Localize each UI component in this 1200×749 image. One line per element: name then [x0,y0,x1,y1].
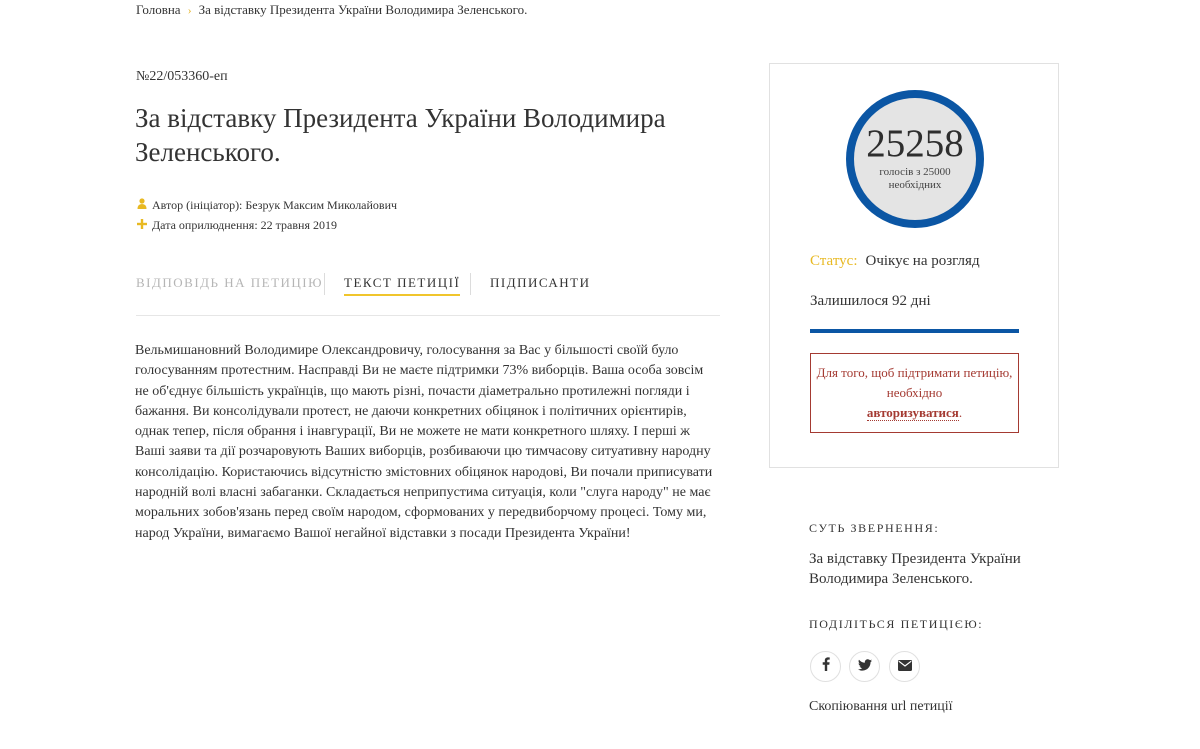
status-label: Статус: [810,253,858,269]
author-label: Автор (ініціатор): Безрук Максим Миколайович [152,198,398,212]
envelope-icon [898,658,912,676]
status-row [810,253,980,270]
vote-count: 25258 [866,122,964,165]
breadcrumb-current: За відставку Президента України Володимира Зеленського. [198,2,528,17]
progress-bar [810,329,1019,333]
twitter-icon [858,658,872,676]
share-email-button[interactable] [889,651,920,682]
breadcrumb [136,2,527,18]
tab-petition-text[interactable]: ТЕКСТ ПЕТИЦІЇ [344,275,460,296]
tab-signers[interactable]: ПІДПИСАНТИ [490,275,591,290]
plus-icon [136,218,148,233]
summary-heading: СУТЬ ЗВЕРНЕННЯ: [809,521,940,535]
auth-text: Для того, щоб підтримати петицію, необхідно [816,365,1013,400]
days-left: Залишилося 92 дні [810,293,931,309]
summary-text: За відставку Президента України Володимира Зеленського. [809,551,1021,587]
petition-number: №22/053360-еп [136,69,228,84]
tab-answer[interactable]: ВІДПОВІДЬ НА ПЕТИЦІЮ [136,275,323,290]
author-meta [136,198,397,213]
share-facebook-button[interactable] [810,651,841,682]
status-value: Очікує на розгляд [865,253,980,269]
share-twitter-button[interactable] [849,651,880,682]
date-label: Дата оприлюднення: 22 травня 2019 [152,218,337,232]
vote-caption-line2: необхідних [888,179,942,191]
breadcrumb-separator-icon: › [187,3,192,17]
petition-body: Вельмишановний Володимире Олександровичу, голосування за Вас у більшості своїй було голосуванням протестним. Насправді Ви не маєте підтримки 73% виборців. Ваша особа зовсім не об'єднує більшість українців, що мають різні, почасти діаметрально протилежні погляди і бажання. Ви консолідували протест, не даючи конкретних обіцянок і політичних орієнтирів, однак тепер, після обрання і інавгурації, Ви не можете не мати конкретного шляху. І перші ж Ваші заяви та дії розчаровують Ваших виборців, розбиваючи цю тимчасову ситуативну народну консолідацію. Користаючись відсутністю змістовних обіцянок народові, Ви почали приписувати народній волі власні забаганки. Складається неприпустима ситуація, коли "слуга народу" не має моральних зобов'язань перед своїм народом, сформованих у передвиборчому процесі. Тому ми, народ України, вимагаємо Вашої негайної відставки з посади Президента України! [135,343,713,541]
breadcrumb-home-link[interactable]: Головна [136,2,181,17]
progress-fill [810,329,1019,333]
vote-card [769,63,1059,468]
auth-link[interactable]: авторизуватися [866,405,959,420]
vote-caption-line1: голосів з 25000 [879,166,951,178]
vote-counter [846,90,984,228]
auth-end: . [958,405,963,420]
copy-url-link[interactable]: Скопіювання url петиції [809,699,953,714]
tab-divider [470,273,471,295]
date-meta [136,218,337,233]
tab-divider [324,273,325,295]
share-heading: ПОДІЛІТЬСЯ ПЕТИЦІЄЮ: [809,617,984,631]
petition-tabs [136,275,720,316]
auth-notice [810,353,1019,433]
page-title: За відставку Президента України Володимира Зеленського. [135,103,666,167]
person-icon [136,198,148,213]
facebook-icon [822,657,830,676]
